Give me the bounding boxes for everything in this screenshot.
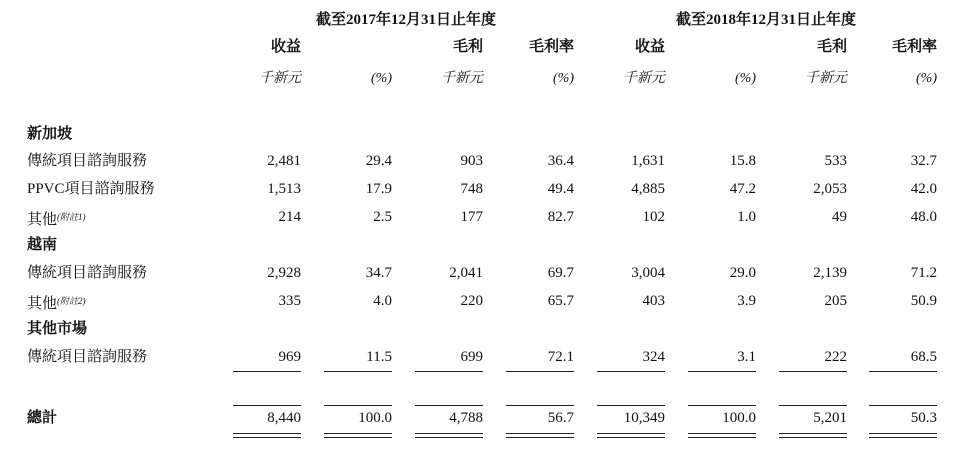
table-cell: 17.9: [365, 181, 392, 197]
col-header-revenue-2017: 收益: [270, 39, 301, 55]
table-cell: 969: [278, 349, 301, 365]
total-double-rule: [597, 433, 665, 434]
total-top-rule: [324, 405, 392, 406]
table-cell: 50.9: [910, 293, 937, 309]
total-cell: 100.0: [358, 410, 392, 426]
subtotal-rule: [688, 371, 756, 372]
total-top-rule: [869, 405, 937, 406]
total-top-rule: [779, 405, 847, 406]
total-double-rule: [324, 437, 392, 438]
table-cell: 4.0: [373, 293, 392, 309]
row-label: [27, 292, 86, 313]
col-header-revenue-2018: 收益: [634, 39, 665, 55]
table-cell: 177: [460, 209, 483, 225]
table-cell: 403: [642, 293, 665, 309]
total-top-rule: [415, 405, 483, 406]
section-title-other-markets: 其他市場: [27, 321, 88, 337]
row-label: 傳統項目諮詢服務: [27, 265, 148, 281]
table-cell: 48.0: [910, 209, 937, 225]
period-2017-header: 截至2017年12月31日止年度: [316, 12, 497, 28]
footnote-ref: (附註2): [57, 296, 86, 306]
total-double-rule: [506, 433, 574, 434]
table-cell: 2,053: [813, 181, 847, 197]
table-cell: 2,481: [267, 153, 301, 169]
table-cell: 11.5: [366, 349, 392, 365]
table-cell: 3,004: [631, 265, 665, 281]
total-top-rule: [597, 405, 665, 406]
table-cell: 71.2: [910, 265, 937, 281]
table-cell: 903: [460, 153, 483, 169]
row-label: PPVC項目諮詢服務: [27, 181, 155, 197]
table-cell: 3.1: [737, 349, 756, 365]
unit-gross-margin-2017: (%): [553, 71, 574, 86]
col-header-gross-profit-2018: 毛利: [816, 39, 847, 55]
unit-gross-profit-2018: 千新元: [805, 71, 847, 86]
table-cell: 15.8: [729, 153, 756, 169]
total-cell: 8,440: [267, 410, 301, 426]
table-cell: 3.9: [737, 293, 756, 309]
section-title-vietnam: 越南: [27, 237, 58, 253]
row-label-text: 其他: [27, 296, 58, 312]
table-cell: 2,139: [813, 265, 847, 281]
row-label: [27, 208, 86, 229]
total-double-rule: [779, 433, 847, 434]
table-cell: 2.5: [373, 209, 392, 225]
table-cell: 205: [824, 293, 847, 309]
period-2018-header: 截至2018年12月31日止年度: [676, 12, 857, 28]
col-header-gross-margin-2017: 毛利率: [528, 39, 574, 55]
table-cell: 29.4: [365, 153, 392, 169]
unit-revenue-2017: 千新元: [259, 71, 301, 86]
total-cell: 100.0: [722, 410, 756, 426]
table-cell: 102: [642, 209, 665, 225]
table-cell: 49: [832, 209, 847, 225]
table-cell: 1,513: [267, 181, 301, 197]
total-double-rule: [233, 437, 301, 438]
total-double-rule: [688, 433, 756, 434]
footnote-ref: (附註1): [57, 212, 86, 222]
table-cell: 29.0: [729, 265, 756, 281]
table-cell: 47.2: [729, 181, 756, 197]
unit-gross-profit-2017: 千新元: [441, 71, 483, 86]
total-double-rule: [779, 437, 847, 438]
total-cell: 5,201: [813, 410, 847, 426]
total-double-rule: [869, 433, 937, 434]
unit-revenue-2018: 千新元: [623, 71, 665, 86]
total-double-rule: [415, 437, 483, 438]
total-cell: 50.3: [910, 410, 937, 426]
table-cell: 82.7: [547, 209, 574, 225]
table-cell: 42.0: [910, 181, 937, 197]
total-top-rule: [233, 405, 301, 406]
subtotal-rule: [597, 371, 665, 372]
table-cell: 748: [460, 181, 483, 197]
table-cell: 72.1: [547, 349, 574, 365]
total-double-rule: [233, 433, 301, 434]
subtotal-rule: [324, 371, 392, 372]
unit-share-2018: (%): [735, 71, 756, 86]
total-double-rule: [597, 437, 665, 438]
col-header-gross-profit-2017: 毛利: [452, 39, 483, 55]
table-cell: 2,928: [267, 265, 301, 281]
table-cell: 324: [642, 349, 665, 365]
table-cell: 1,631: [631, 153, 665, 169]
total-top-rule: [688, 405, 756, 406]
subtotal-rule: [779, 371, 847, 372]
unit-gross-margin-2018: (%): [916, 71, 937, 86]
table-cell: 36.4: [547, 153, 574, 169]
table-cell: 65.7: [547, 293, 574, 309]
subtotal-rule: [869, 371, 937, 372]
subtotal-rule: [233, 371, 301, 372]
table-cell: 69.7: [547, 265, 574, 281]
total-double-rule: [869, 437, 937, 438]
table-cell: 4,885: [631, 181, 665, 197]
total-double-rule: [324, 433, 392, 434]
table-cell: 2,041: [449, 265, 483, 281]
subtotal-rule: [506, 371, 574, 372]
table-cell: 699: [460, 349, 483, 365]
col-header-gross-margin-2018: 毛利率: [891, 39, 937, 55]
section-title-singapore: 新加坡: [27, 126, 73, 142]
table-cell: 214: [278, 209, 301, 225]
total-cell: 56.7: [547, 410, 574, 426]
table-cell: 49.4: [547, 181, 574, 197]
table-cell: 222: [824, 349, 847, 365]
total-top-rule: [506, 405, 574, 406]
total-cell: 10,349: [623, 410, 665, 426]
row-label: 傳統項目諮詢服務: [27, 153, 148, 169]
table-cell: 68.5: [910, 349, 937, 365]
table-cell: 335: [278, 293, 301, 309]
row-label-text: 其他: [27, 212, 58, 228]
row-label: 傳統項目諮詢服務: [27, 349, 148, 365]
total-double-rule: [506, 437, 574, 438]
table-cell: 220: [460, 293, 483, 309]
table-cell: 32.7: [910, 153, 937, 169]
total-double-rule: [415, 433, 483, 434]
subtotal-rule: [415, 371, 483, 372]
total-cell: 4,788: [449, 410, 483, 426]
total-double-rule: [688, 437, 756, 438]
table-cell: 1.0: [737, 209, 756, 225]
total-label: 總計: [27, 410, 58, 426]
table-cell: 533: [824, 153, 847, 169]
table-cell: 34.7: [365, 265, 392, 281]
unit-share-2017: (%): [371, 71, 392, 86]
